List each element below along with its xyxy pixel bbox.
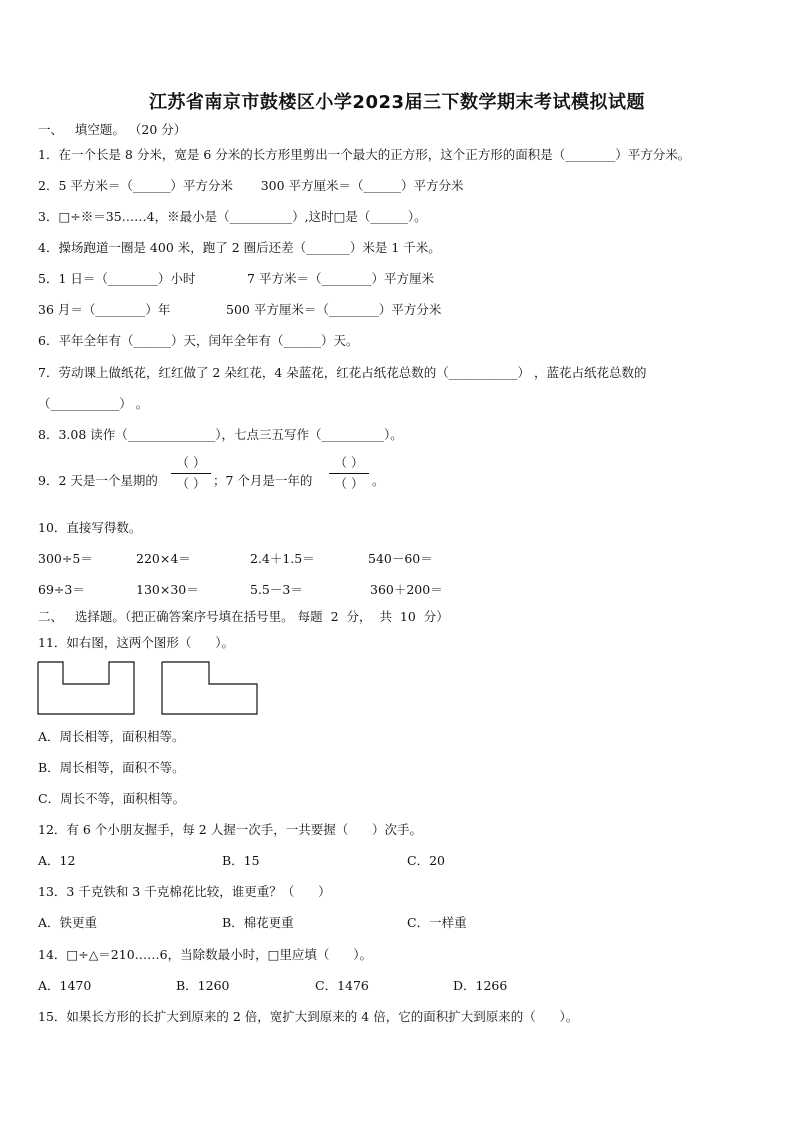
option-a: A．铁更重 (38, 915, 98, 930)
option-a: A．1470 (38, 978, 92, 993)
option-b: B．棉花更重 (222, 915, 294, 930)
option-d: D．1266 (453, 978, 508, 993)
question-2: 2．5 平方米＝（______）平方分米 300 平方厘米＝（______）平方分米 (38, 178, 464, 193)
denominator-blank: （ ） (176, 476, 206, 491)
question-5-line-1: 5．1 日＝（________）小时 7 平方米＝（________）平方厘米 (38, 271, 434, 286)
numerator-blank: （ ） (176, 455, 206, 470)
question-10-heading: 10．直接写得数。 (38, 520, 142, 535)
calc-item: 300÷5＝ (38, 551, 93, 566)
calc-item: 540－60＝ (368, 551, 433, 566)
question-6: 6．平年全年有（______）天，闰年全年有（______）天。 (38, 333, 359, 348)
option-c: C．1476 (315, 978, 369, 993)
option-c: C．一样重 (407, 915, 467, 930)
question-7-line-1: 7．劳动课上做纸花，红红做了 2 朵红花，4 朵蓝花，红花占纸花总数的（___________） ，蓝花占纸花总数的 (38, 365, 647, 380)
denominator-blank: （ ） (334, 476, 364, 491)
calc-item: 360＋200＝ (370, 582, 443, 597)
option-c: C．周长不等，面积相等。 (38, 791, 186, 806)
calc-item: 69÷3＝ (38, 582, 85, 597)
option-b: B．15 (222, 853, 260, 868)
question-11-stem: 11．如右图，这两个图形（ ）。 (38, 635, 234, 650)
fraction-blank-1 (171, 455, 211, 492)
shape-stepped-figure (160, 660, 260, 716)
question-14-stem: 14．□÷△＝210……6，当除数最小时，□里应填（ ）。 (38, 947, 373, 962)
question-4: 4．操场跑道一圈是 400 米，跑了 2 圈后还差（_______）米是 1 千米。 (38, 240, 441, 255)
numerator-blank: （ ） (334, 455, 364, 470)
fraction-bar (171, 473, 211, 474)
question-5-line-2: 36 月＝（________）年 500 平方厘米＝（________）平方分米 (38, 302, 442, 317)
option-b: B．1260 (176, 978, 230, 993)
option-a: A．12 (38, 853, 76, 868)
calc-item: 2.4＋1.5＝ (250, 551, 315, 566)
fraction-bar (329, 473, 369, 474)
section2-heading: 二、 选择题。（把正确答案序号填在括号里。 每题 2 分， 共 10 分） (38, 609, 449, 624)
option-b: B．周长相等，面积不等。 (38, 760, 185, 775)
fraction-blank-2 (329, 455, 369, 492)
option-a: A．周长相等，面积相等。 (38, 729, 185, 744)
question-12-stem: 12．有 6 个小朋友握手，每 2 人握一次手，一共要握（ ）次手。 (38, 822, 423, 837)
question-1: 1．在一个长是 8 分米，宽是 6 分米的长方形里剪出一个最大的正方形，这个正方形的面积是（________）平方分米。 (38, 147, 691, 162)
option-c: C．20 (407, 853, 445, 868)
page-title: 江苏省南京市鼓楼区小学2023届三下数学期末考试模拟试题 (148, 92, 646, 113)
section1-heading: 一、 填空题。 （20 分） (38, 122, 187, 137)
question-15-stem: 15．如果长方形的长扩大到原来的 2 倍，宽扩大到原来的 4 倍，它的面积扩大到原来的（ ）。 (38, 1009, 579, 1024)
question-8: 8．3.08 读作（______________），七点三五写作（__________）。 (38, 427, 403, 442)
question-9-separator: ；7 个月是一年的 (213, 473, 313, 488)
question-3: 3．□÷※＝35……4，※最小是（__________）,这时□是（______）。 (38, 209, 427, 224)
question-9-suffix: 。 (372, 473, 385, 488)
calc-item: 5.5－3＝ (250, 582, 303, 597)
question-7-line-2: （___________） 。 (38, 396, 149, 411)
calc-item: 130×30＝ (136, 582, 199, 597)
calc-item: 220×4＝ (136, 551, 191, 566)
question-9-prefix: 9．2 天是一个星期的 (38, 473, 158, 488)
shape-notched-figure (37, 660, 137, 716)
question-13-stem: 13．3 千克铁和 3 千克棉花比较，谁更重？（ ） (38, 884, 331, 899)
